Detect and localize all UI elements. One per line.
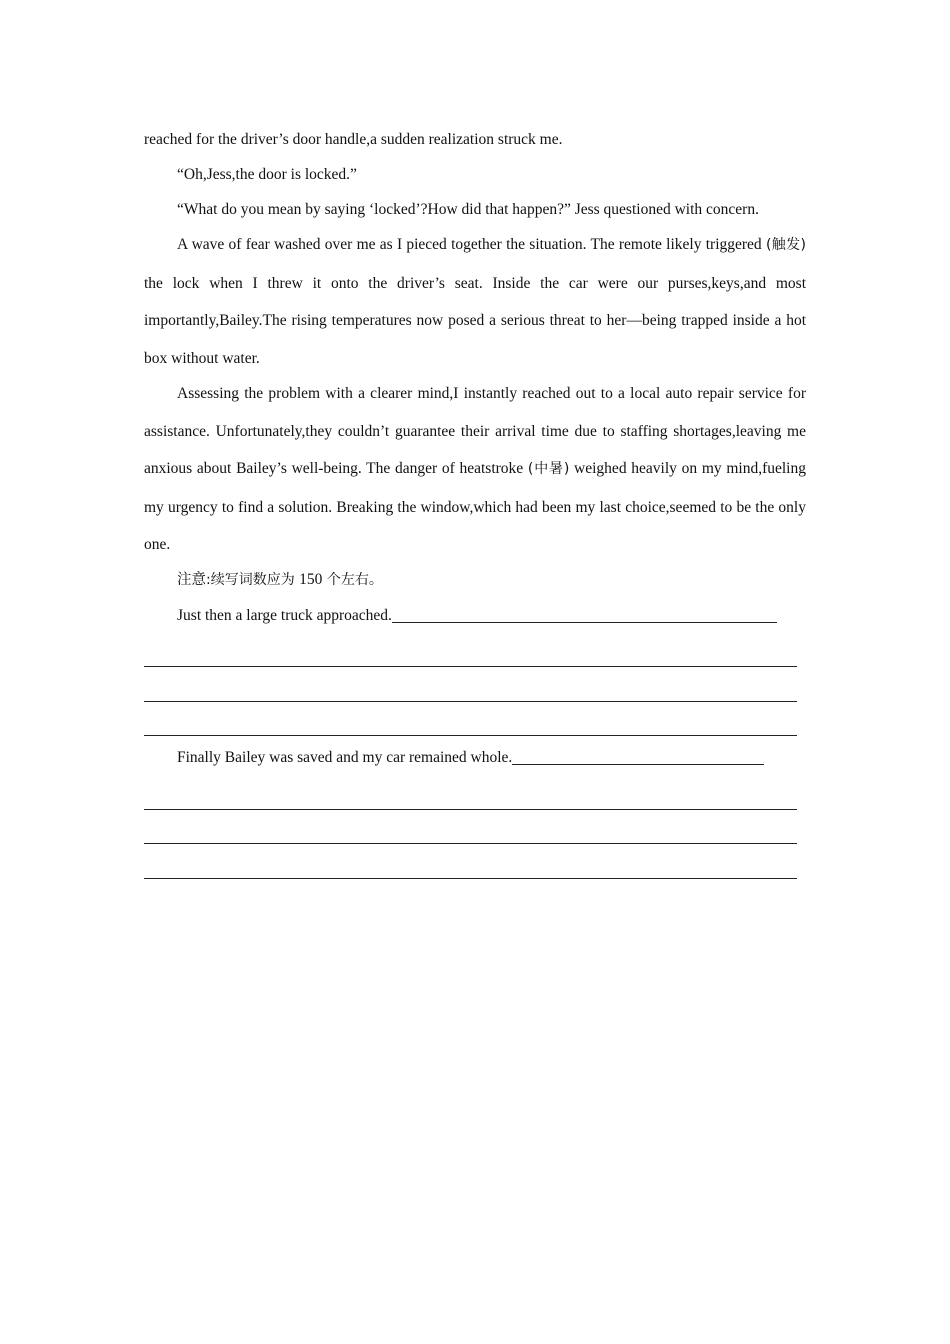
note-text-suffix: 个左右。 [322,571,383,588]
passage-paragraph-4 [144,226,806,377]
answer-blank-line[interactable] [144,667,797,702]
writing-prompt-2: Finally Bailey was saved and my car remained whole. [177,749,513,766]
writing-prompt-2-row [144,740,806,775]
answer-blank-line[interactable] [144,810,797,845]
answer-blank-line[interactable] [144,633,797,668]
passage-dialogue-2: “What do you mean by saying ‘locked’?How did that happen?” Jess questioned with concern. [177,201,759,218]
gloss-trigger: (触发) [765,237,807,253]
passage-line-1: reached for the driver’s door handle,a sudden realization struck me. [144,131,563,148]
answer-blank-inline-2[interactable] [512,763,764,765]
answer-blank-line[interactable] [144,702,797,737]
paragraph-5-text-a: Assessing the problem with a clearer mind,I instantly reached out to a local auto repair service for assistance. Unfortunately,they couldn’t guarantee their arrival time due to staffing shortages,leaving me anxious about Bailey’s well-being. The danger of heatstroke [144,385,806,477]
passage-paragraph-5 [144,375,806,564]
answer-blank-line[interactable] [144,775,797,810]
passage-dialogue-1: “Oh,Jess,the door is locked.” [177,166,357,183]
paragraph-4-text-a: A wave of fear washed over me as I pieced together the situation. The remote likely triggered [177,236,766,253]
paragraph-4-text-b: the lock when I threw it onto the driver’s seat. Inside the car were our purses,keys,and most importantly,Bailey.The rising temperatures now posed a serious threat to her—being trapped inside a hot box without water. [144,274,806,367]
document-page [144,122,806,879]
gloss-heatstroke: (中暑) [527,461,570,477]
answer-blank-line[interactable] [144,844,797,879]
note-word-count: 150 [299,570,323,588]
writing-prompt-1: Just then a large truck approached. [177,606,392,624]
note-text-prefix: :续写词数应为 [206,571,300,588]
paragraph-5-text-b: weighed heavily on my mind,fueling my urgency to find a solution. Breaking the window,which had been my last choice,seemed to be the only one. [144,460,806,553]
note-line [144,562,806,598]
writing-prompt-1-row [144,598,806,633]
answer-blank-inline-1[interactable] [392,621,777,623]
note-label: 注意 [177,571,206,588]
